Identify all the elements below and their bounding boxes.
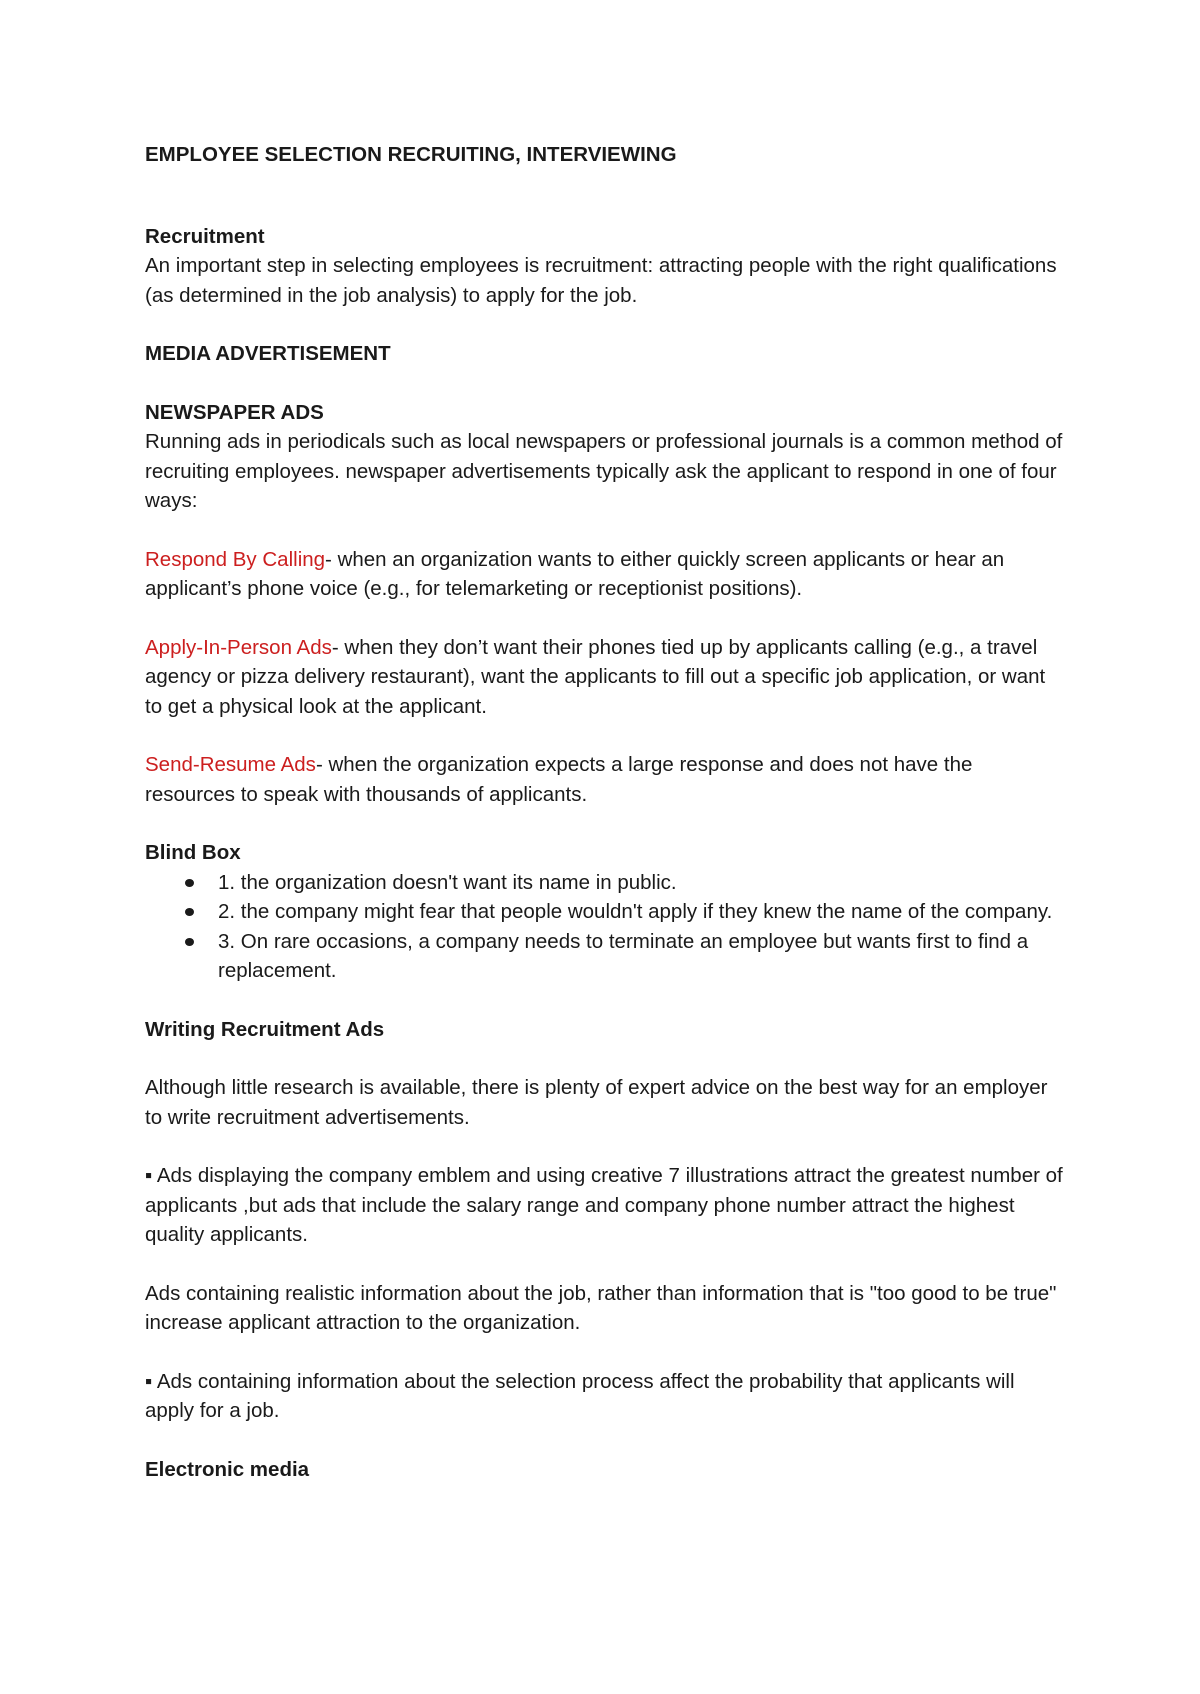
recruitment-body: An important step in selecting employees is recruitment: attracting people with the right qualifications (as determined in the job analysis) to apply for the job.: [145, 254, 1057, 307]
ad-type-send-resume: [145, 750, 1065, 809]
list-item: 2. the company might fear that people wouldn't apply if they knew the name of the company.: [218, 897, 1065, 927]
writing-ads-paragraph: Although little research is available, there is plenty of expert advice on the best way for an employer to write recruitment advertisements.: [145, 1076, 1048, 1129]
recruitment-heading: Recruitment: [145, 224, 265, 248]
newspaper-body: Running ads in periodicals such as local newspapers or professional journals is a common method of recruiting employees. newspaper advertisements typically ask the applicant to respond in one of four ways:: [145, 430, 1063, 512]
ad-type-term: Respond By Calling: [145, 547, 326, 571]
list-item: 1. the organization doesn't want its name in public.: [218, 868, 1065, 898]
blind-box-heading: Blind Box: [145, 841, 241, 864]
ad-type-description: - when the organization expects a large response and does not have the resources to speak with thousands of applicants.: [145, 753, 973, 806]
ad-type-description: - when an organization wants to either quickly screen applicants or hear an applicant’s phone voice (e.g., for telemarketing or receptionist positions).: [145, 547, 1005, 600]
ad-type-respond-by-calling: [145, 545, 1065, 604]
media-heading: MEDIA ADVERTISEMENT: [145, 342, 391, 365]
writing-ads-paragraph: Ads containing realistic information about the job, rather than information that is "too good to be true" increase applicant attraction to the organization.: [145, 1281, 1057, 1334]
ad-type-description: - when they don’t want their phones tied up by applicants calling (e.g., a travel agency or pizza delivery restaurant), want the applicants to fill out a specific job application, or want to get a physical look at the applicant.: [145, 635, 1046, 718]
ad-type-term: Apply-In-Person Ads: [145, 635, 332, 659]
document-title: EMPLOYEE SELECTION RECRUITING, INTERVIEWING: [145, 143, 677, 166]
list-item: 3. On rare occasions, a company needs to terminate an employee but wants first to find a replacement.: [218, 927, 1065, 986]
document-page: [145, 140, 1065, 1484]
writing-ads-heading: Writing Recruitment Ads: [145, 1017, 385, 1041]
electronic-media-heading: Electronic media: [145, 1457, 310, 1481]
newspaper-heading: NEWSPAPER ADS: [145, 400, 324, 424]
writing-ads-paragraph: ▪ Ads displaying the company emblem and using creative 7 illustrations attract the greatest number of applicants ,but ads that include the salary range and company phone number attract the highest quality applicants.: [145, 1164, 1063, 1246]
ad-type-term: Send-Resume Ads: [145, 753, 316, 776]
ad-type-apply-in-person: [145, 633, 1065, 722]
blind-box-list: [145, 868, 1065, 986]
writing-ads-paragraph: ▪ Ads containing information about the selection process affect the probability that applicants will apply for a job.: [145, 1369, 1015, 1422]
